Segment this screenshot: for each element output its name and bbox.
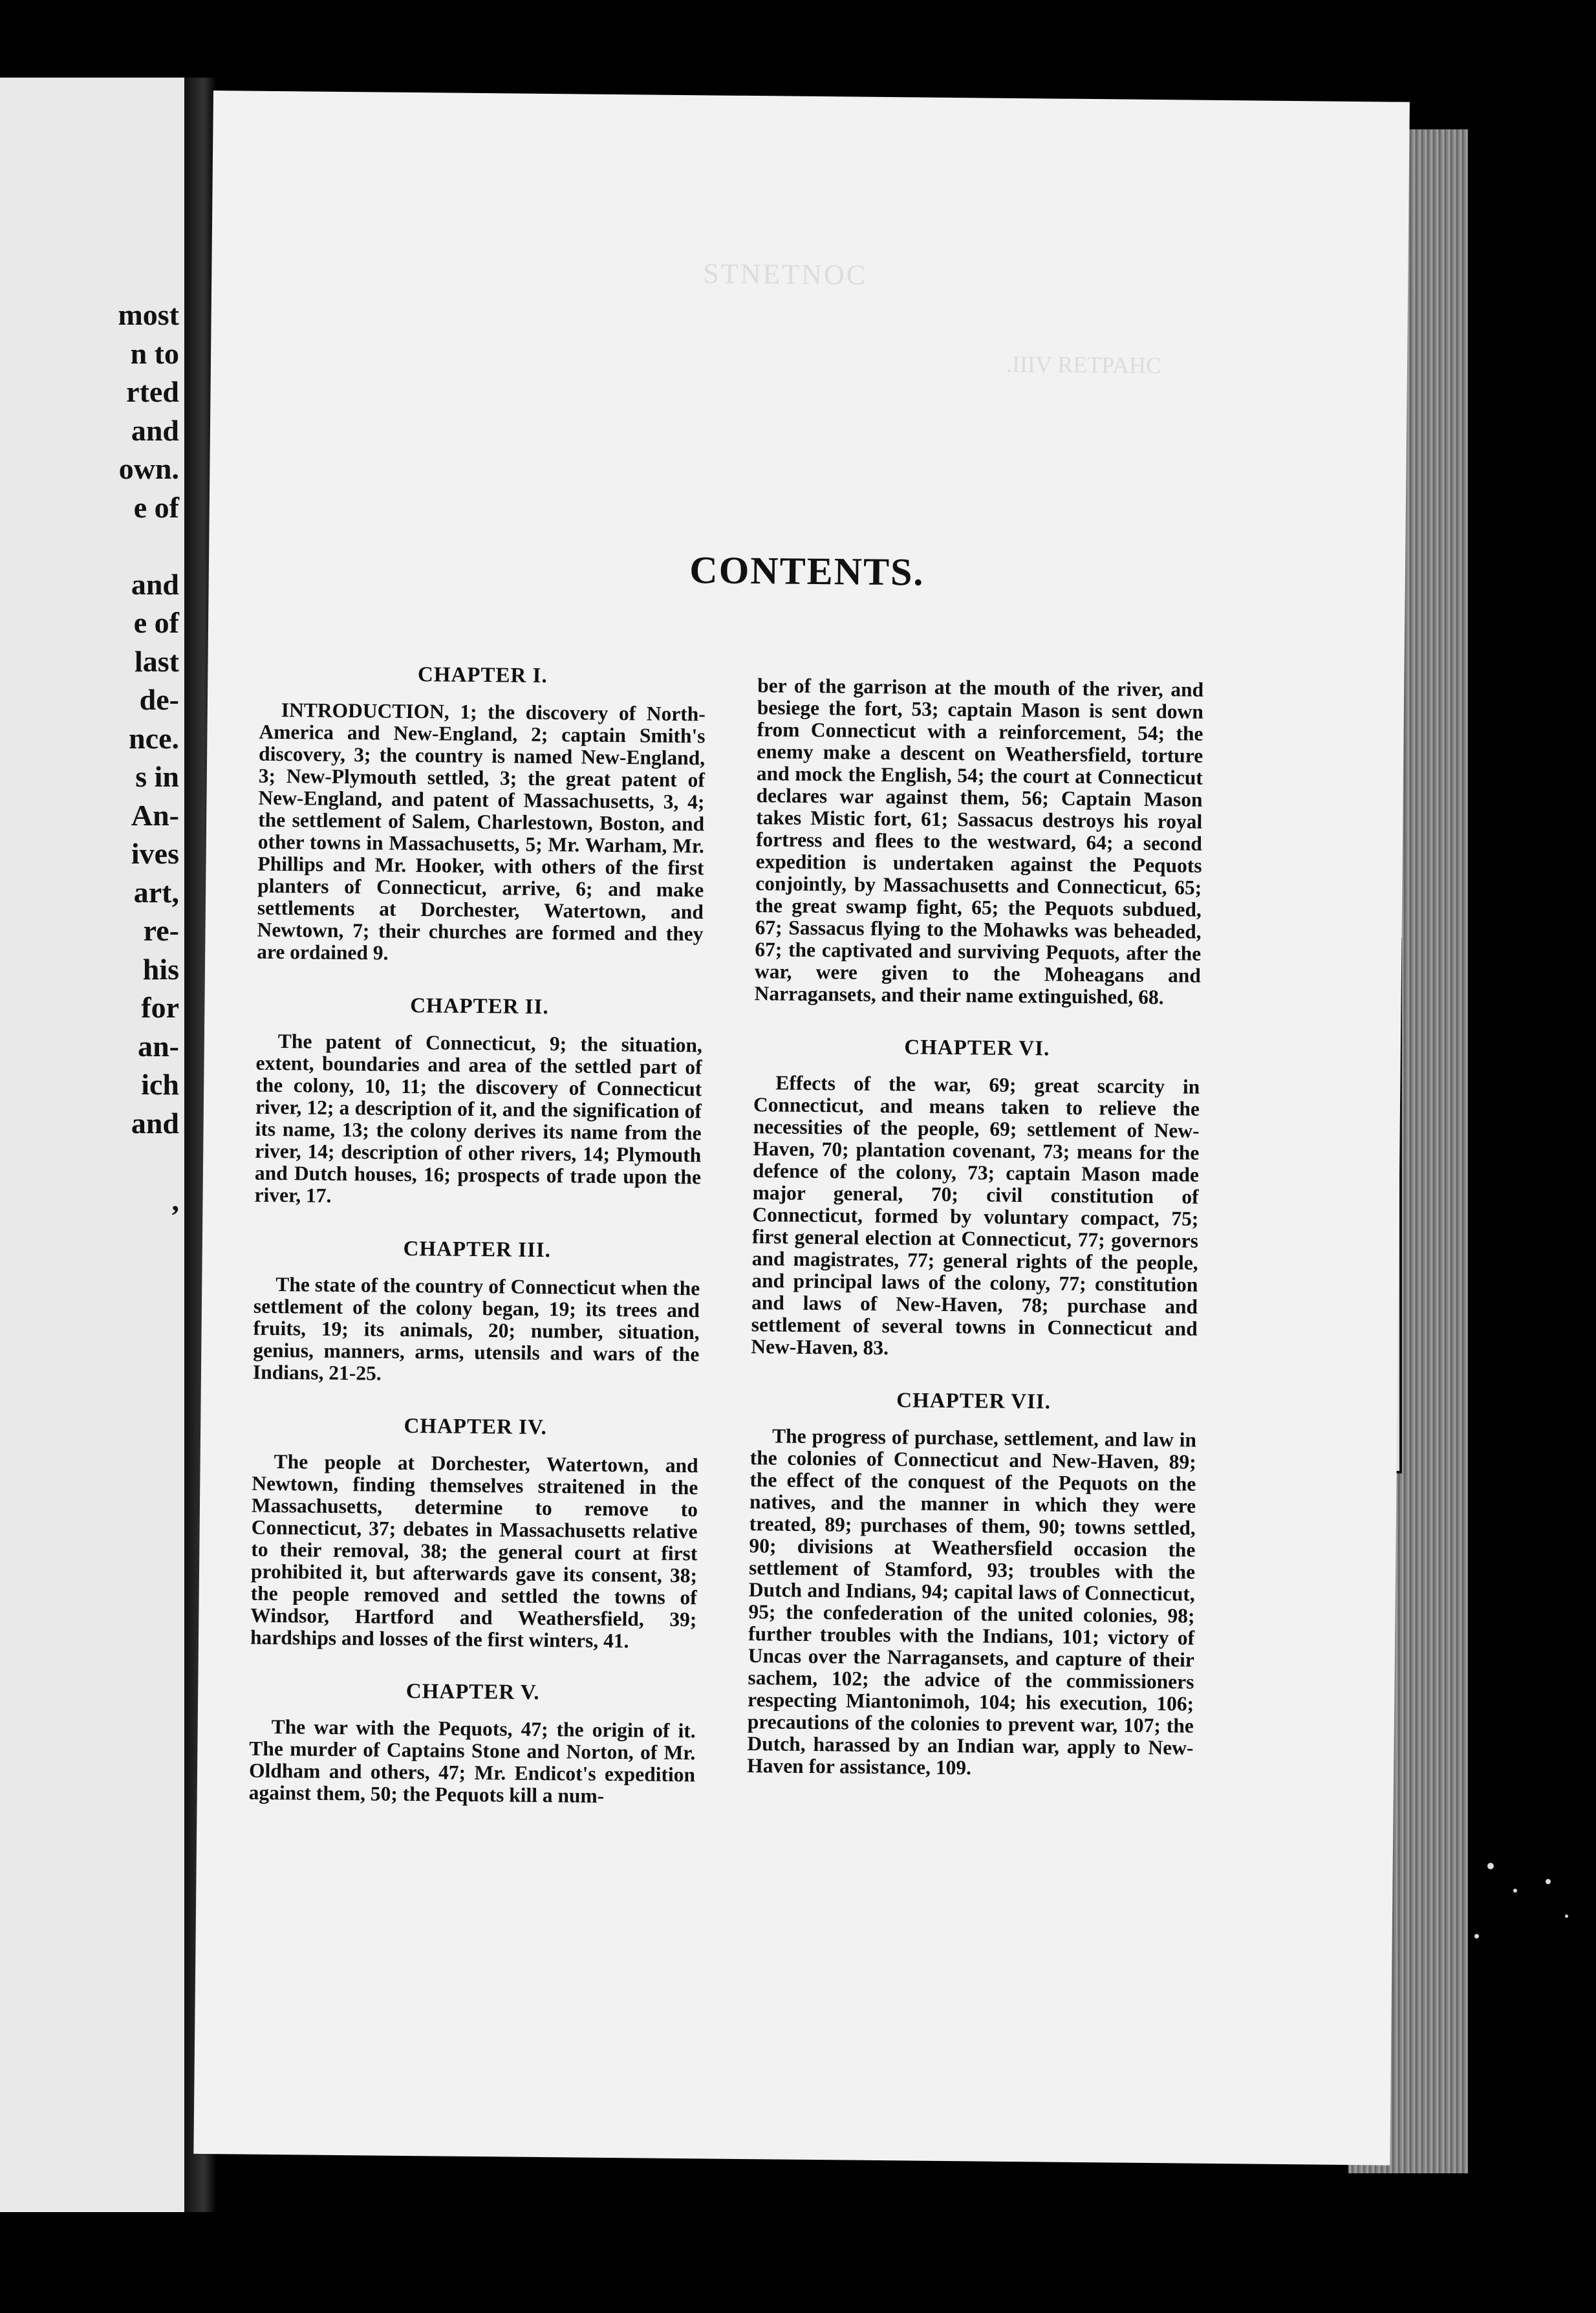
facing-page-line: n to (130, 336, 179, 370)
chapter-summary: The war with the Pequots, 47; the origin of it. The murder of Captains Stone and Norton, of Mr. Oldham and others, 47; Mr. Endicot's expedition against them, 50; the Pequots kill a num- (248, 1715, 696, 1807)
dust-speck (1546, 1879, 1551, 1884)
chapter-heading: CHAPTER II. (409, 994, 549, 1019)
chapter-summary: The people at Dorchester, Watertown, and Newtown, finding themselves straitened in the Massachusetts, determine to remove to Connecticut, 37; debates in Massachusetts relative to their removal, 38; the general court at first prohibited it, but afterwards gave its consent, 38; the people removed and settled the towns of Windsor, Hartford and Weathersfield, 39; hardships and losses of the first winters, 41. (250, 1450, 698, 1653)
chapter-heading: CHAPTER III. (403, 1237, 552, 1263)
facing-page-line: s in (135, 760, 179, 793)
facing-page-line: and (131, 413, 179, 447)
facing-page (0, 78, 184, 2212)
facing-page-line: ich (141, 1068, 179, 1101)
chapter-summary: The state of the country of Connecticut when the settlement of the colony began, 19; its trees and fruits, 19; its animals, 20; number, situation, genius, manners, arms, utensils and wars of the Indians, 21-25. (252, 1273, 700, 1385)
dust-speck (1474, 1934, 1479, 1938)
facing-page-line: art, (133, 875, 179, 909)
facing-page-line: and (131, 567, 179, 601)
chapter-summary: The progress of purchase, settlement, and law in the colonies of Connecticut and New-Haven, 89; the effect of the conquest of the Pequots on the natives, and the manner in which they were treated, 89; purchases of them, 90; towns settled, 90; divisions at Weathersfield occasion the settlement of Stamford, 93; troubles with the Dutch and Indians, 94; capital laws of Connecticut, 95; the confederation of the united colonies, 98; further troubles with the Indians, 101; victory of Uncas over the Narragansets, and capture of their sachem, 102; the advice of the commissioners respecting Miantonimoh, 104; his execution, 106; precautions of the colonies to prevent war, 107; the Dutch, harassed by an Indian war, apply to New-Haven for assistance, 109. (747, 1424, 1197, 1779)
facing-page-line: , (171, 1183, 179, 1217)
show-through-text: STNETNOC (703, 257, 868, 291)
facing-page-line: and (131, 1106, 179, 1140)
show-through-text: .IIIV RETPAHC (1006, 351, 1162, 379)
facing-page-line: for (141, 991, 179, 1024)
facing-page-line: his (142, 952, 179, 986)
facing-page-line: nce. (129, 721, 179, 755)
chapter-5 (249, 1677, 696, 1808)
dust-speck (1487, 1863, 1494, 1869)
dust-speck (1513, 1889, 1517, 1893)
facing-page-line: own. (118, 452, 179, 485)
facing-page-line: e of (133, 606, 179, 639)
contents-page (193, 91, 1410, 2166)
facing-page-line: ives (131, 837, 179, 870)
chapter-1 (257, 660, 706, 968)
left-column (248, 660, 706, 1837)
chapter-summary: INTRODUCTION, 1; the discovery of North-America and New-England, 2; captain Smith's discovery, 3; the country is named New-England, 3; New-Plymouth settled, 3; the great patent of New-England, and patent of Massachusetts, 3, 4; the settlement of Salem, Charlestown, Boston, and other towns in Massachusetts, 5; Mr. Warham, Mr. Phillips and Mr. Hooker, with others of the first planters of Connecticut, arrive, 6; and make settlements at Dorchester, Watertown, and Newtown, 7; their churches are formed and they are ordained 9. (257, 699, 706, 964)
chapter-7 (747, 1386, 1197, 1781)
chapter-summary: Effects of the war, 69; great scarcity in Connecticut, and means taken to relieve the necessities of the people, 69; settlement of New-Haven, 70; plantation covenant, 73; means for the defence of the colony, 73; captain Mason made major general, 70; civil constitution of Connecticut, formed by voluntary compact, 75; first general election at Connecticut, 77; governors and magistrates, 77; general rights of the people, and principal laws of the colony, 77; constitution and laws of New-Haven, 78; purchase and settlement of several towns in Connecticut and New-Haven, 83. (751, 1071, 1200, 1360)
right-column (747, 675, 1204, 1810)
chapter-5-continuation: ber of the garrison at the mouth of the river, and besiege the fort, 53; captain Mason is sent down from Connecticut with a reinforcement, 54; the enemy make a descent on Weathersfield, torture and mock the English, 54; the court at Connecticut declares war against them, 56; Captain Mason takes Mistic fort, 61; Sassacus destroys his royal fortress and flees to the westward, 64; a second expedition is undertaken against the Pequots conjointly, by Massachusetts and Connecticut, 65; the great swamp fight, 65; the Pequots subdued, 67; Sassacus flying to the Mohawks was beheaded, 67; the captivated and surviving Pequots, after the war, were given to the Moheagans and Narragansets, and their name extinguished, 68. (754, 674, 1204, 1009)
chapter-heading: CHAPTER VI. (904, 1036, 1050, 1061)
chapter-2 (254, 992, 702, 1211)
chapter-heading: CHAPTER I. (417, 663, 548, 688)
facing-page-line: an- (138, 1029, 179, 1063)
chapter-heading: CHAPTER VII. (896, 1389, 1051, 1414)
page-title: CONTENTS. (689, 548, 925, 594)
facing-page-line: re- (143, 914, 179, 947)
facing-page-line: An- (131, 798, 179, 832)
chapter-3 (253, 1235, 700, 1388)
facing-page-line: e of (133, 490, 179, 524)
chapter-6 (751, 1033, 1200, 1362)
dust-speck (1565, 1915, 1568, 1918)
facing-page-line: most (118, 298, 179, 331)
chapter-heading: CHAPTER V. (405, 1679, 540, 1704)
chapter-4 (250, 1412, 698, 1653)
chapter-summary: The patent of Connecticut, 9; the situation, extent, boundaries and area of the settled part of the colony, 10, 11; the discovery of Connecticut river, 12; a description of it, and the signification of its name, 13; the colony derives its name from the river, 14; description of other rivers, 14; Plymouth and Dutch houses, 16; prospects of trade upon the river, 17. (254, 1030, 703, 1207)
chapter-heading: CHAPTER IV. (404, 1414, 547, 1440)
facing-page-line: last (135, 644, 179, 678)
facing-page-line: rted (126, 375, 179, 408)
facing-page-line: de- (139, 683, 179, 716)
